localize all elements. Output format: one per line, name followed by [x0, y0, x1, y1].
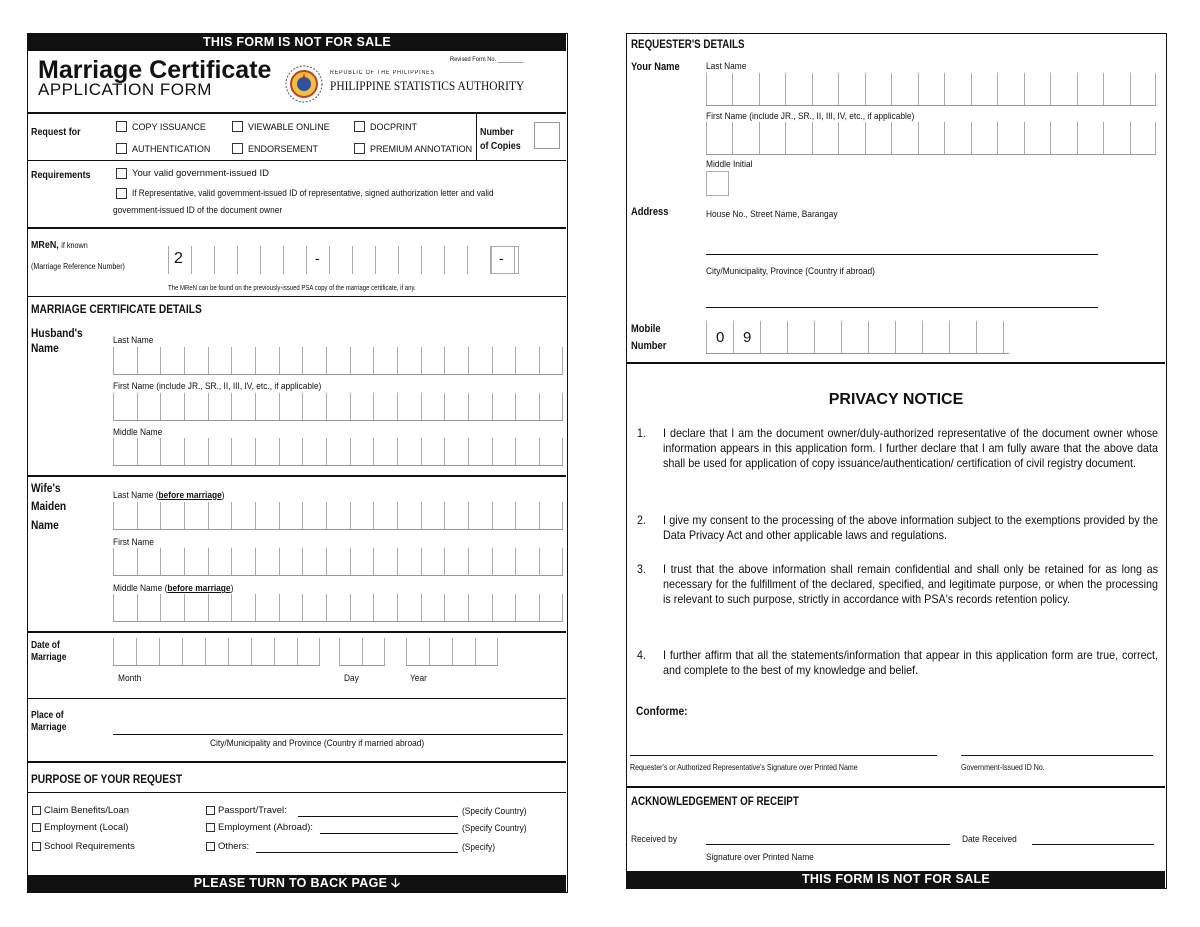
arrow-down-icon: 🡣 [391, 876, 401, 890]
privacy-item-4-num: 4. [637, 648, 646, 662]
day-label: Day [344, 673, 359, 684]
employment-abroad-option[interactable]: Employment (Abroad): [206, 822, 313, 833]
employment-local-option[interactable]: Employment (Local) [32, 822, 128, 833]
school-requirements-option[interactable]: School Requirements [32, 841, 135, 852]
others-option[interactable]: Others: [206, 841, 249, 852]
endorsement-option[interactable]: ENDORSEMENT [232, 143, 318, 154]
revised-form-no: Revised Form No. ________ [450, 56, 524, 63]
authentication-option[interactable]: AUTHENTICATION [116, 143, 210, 154]
date-label: Date of [31, 640, 60, 651]
mobile-label: Mobile [631, 323, 661, 335]
address-line1-label: House No., Street Name, Barangay [706, 209, 838, 220]
mren-label: MReN, if known [31, 239, 88, 251]
privacy-item-1-num: 1. [637, 426, 646, 440]
marriage-details-heading: MARRIAGE CERTIFICATE DETAILS [31, 302, 202, 316]
republic-label: REPUBLIC OF THE PHILIPPINES [330, 70, 435, 76]
bottom-banner: PLEASE TURN TO BACK PAGE 🡣 [28, 875, 566, 892]
psa-seal-icon [284, 64, 324, 104]
place-caption: City/Municipality and Province (Country if married abroad) [210, 738, 425, 749]
requester-last-name-input[interactable] [706, 73, 1156, 106]
acknowledgement-heading: ACKNOWLEDGEMENT OF RECEIPT [631, 796, 799, 808]
viewable-online-option[interactable]: VIEWABLE ONLINE [232, 121, 330, 132]
passport-travel-option[interactable]: Passport/Travel: [206, 805, 287, 816]
others-specify-input[interactable] [256, 852, 458, 853]
wife-label: Wife's [31, 481, 61, 495]
your-name-label: Your Name [631, 61, 680, 73]
docprint-option[interactable]: DOCPRINT [354, 121, 417, 132]
form-subtitle: APPLICATION FORM [38, 80, 212, 99]
right-bottom-banner: THIS FORM IS NOT FOR SALE [627, 871, 1165, 888]
mobile-label-2: Number [631, 340, 667, 352]
date-label-2: Marriage [31, 652, 67, 663]
requester-last-name-label: Last Name [706, 61, 747, 72]
employment-country-input[interactable] [320, 833, 458, 834]
agency-name: PHILIPPINE STATISTICS AUTHORITY [330, 78, 525, 93]
place-label-2: Marriage [31, 722, 67, 733]
requirement-representative-checkbox[interactable]: If Representative, valid government-issued ID of representative, signed authorization letter and valid [116, 188, 552, 199]
form-title: Marriage Certificate [38, 56, 272, 84]
wife-middle-name-label: Middle Name (before marriage) [113, 583, 234, 594]
year-input[interactable] [406, 638, 498, 666]
husband-middle-name-input[interactable] [113, 438, 563, 466]
conforme-label: Conforme: [636, 704, 688, 718]
signature-input[interactable] [630, 755, 937, 756]
mren-note: The MReN can be found on the previously-issued PSA copy of the marriage certificate, if any. [168, 283, 416, 292]
date-received-input[interactable] [1032, 844, 1154, 845]
specify-country-1: (Specify Country) [462, 806, 527, 817]
copies-label: Number [480, 126, 514, 138]
requester-middle-initial-input[interactable] [706, 171, 729, 196]
requirement-id-checkbox[interactable]: Your valid government-issued ID [116, 168, 269, 179]
requirements-label: Requirements [31, 169, 91, 181]
government-id-input[interactable] [961, 755, 1153, 756]
wife-label-2: Maiden [31, 499, 67, 513]
wife-middle-name-input[interactable] [113, 594, 563, 622]
mobile-number-input[interactable]: 0 9 [706, 321, 1009, 354]
claim-benefits-option[interactable]: Claim Benefits/Loan [32, 805, 129, 816]
year-label: Year [410, 673, 427, 684]
mren-input[interactable]: 2 - - [168, 246, 516, 274]
husband-label: Husband's [31, 326, 83, 340]
front-page [27, 33, 568, 893]
husband-middle-name-label: Middle Name [113, 427, 163, 438]
purpose-heading: PURPOSE OF YOUR REQUEST [31, 772, 183, 786]
privacy-heading: PRIVACY NOTICE [828, 391, 964, 408]
passport-country-input[interactable] [298, 816, 458, 817]
place-label: Place of [31, 710, 64, 721]
number-of-copies-input[interactable] [534, 122, 560, 149]
address-line1-input[interactable] [706, 254, 1098, 255]
privacy-item-2: I give my consent to the processing of the above information subject to the exemptions provided by the Data Privacy Act and other applicable laws and regulations. [663, 513, 1158, 542]
wife-last-name-label: Last Name (before marriage) [113, 490, 225, 501]
wife-first-name-input[interactable] [113, 548, 563, 576]
wife-label-3: Name [31, 518, 59, 532]
month-input[interactable] [113, 638, 320, 666]
wife-first-name-label: First Name [113, 537, 154, 548]
government-id-caption: Government-Issued ID No. [961, 763, 1045, 772]
address-label: Address [631, 206, 669, 218]
premium-annotation-option[interactable]: PREMIUM ANNOTATION [354, 143, 472, 154]
specify-country-2: (Specify Country) [462, 823, 527, 834]
place-input[interactable] [113, 734, 563, 735]
mren-sublabel: (Marriage Reference Number) [31, 262, 125, 271]
copies-label-2: of Copies [480, 140, 521, 152]
top-banner: THIS FORM IS NOT FOR SALE [28, 34, 566, 51]
husband-last-name-input[interactable] [113, 347, 563, 375]
received-signature-caption: Signature over Printed Name [706, 852, 814, 863]
address-line2-label: City/Municipality, Province (Country if abroad) [706, 266, 875, 277]
requester-first-name-label: First Name (include JR., SR., II, III, IV, etc., if applicable) [706, 111, 915, 122]
request-for-label: Request for [31, 126, 81, 138]
requester-heading: REQUESTER'S DETAILS [631, 39, 745, 51]
privacy-item-3-num: 3. [637, 562, 646, 576]
copy-issuance-option[interactable]: COPY ISSUANCE [116, 121, 206, 132]
privacy-item-2-num: 2. [637, 513, 646, 527]
husband-label-2: Name [31, 341, 59, 355]
received-by-label: Received by [631, 834, 678, 845]
privacy-item-3: I trust that the above information shall remain confidential and shall only be retained for as long as necessary for the fulfillment of the declared, specified, and legitimate purpose, or when the processing is relevant to such purpose, strictly in accordance with PSA's records retention policy. [663, 562, 1158, 606]
requester-first-name-input[interactable] [706, 122, 1156, 155]
husband-first-name-label: First Name (include JR., SR., II, III, IV, etc., if applicable) [113, 381, 322, 392]
address-line2-input[interactable] [706, 307, 1098, 308]
wife-last-name-input[interactable] [113, 502, 563, 530]
requirement-representative-text: government-issued ID of the document owner [113, 205, 283, 216]
back-page [626, 33, 1167, 889]
received-by-input[interactable] [706, 844, 950, 845]
day-input[interactable] [339, 638, 385, 666]
husband-last-name-label: Last Name [113, 335, 154, 346]
specify-others: (Specify) [462, 842, 495, 853]
requester-middle-initial-label: Middle Initial [706, 159, 753, 170]
month-label: Month [118, 673, 142, 684]
privacy-item-1: I declare that I am the document owner/duly-authorized representative of the document owner whose information appears in this application form. I further declare that I am fully aware that the above data shall be used for application of copy issuance/authentication/ certification of civil registry document. [663, 426, 1158, 470]
privacy-item-4: I further affirm that all the statements/information that appear in this application form are true, correct, and complete to the best of my knowledge and belief. [663, 648, 1158, 677]
husband-first-name-input[interactable] [113, 393, 563, 421]
signature-caption: Requester's or Authorized Representative's Signature over Printed Name [630, 763, 858, 772]
date-received-label: Date Received [962, 834, 1017, 845]
